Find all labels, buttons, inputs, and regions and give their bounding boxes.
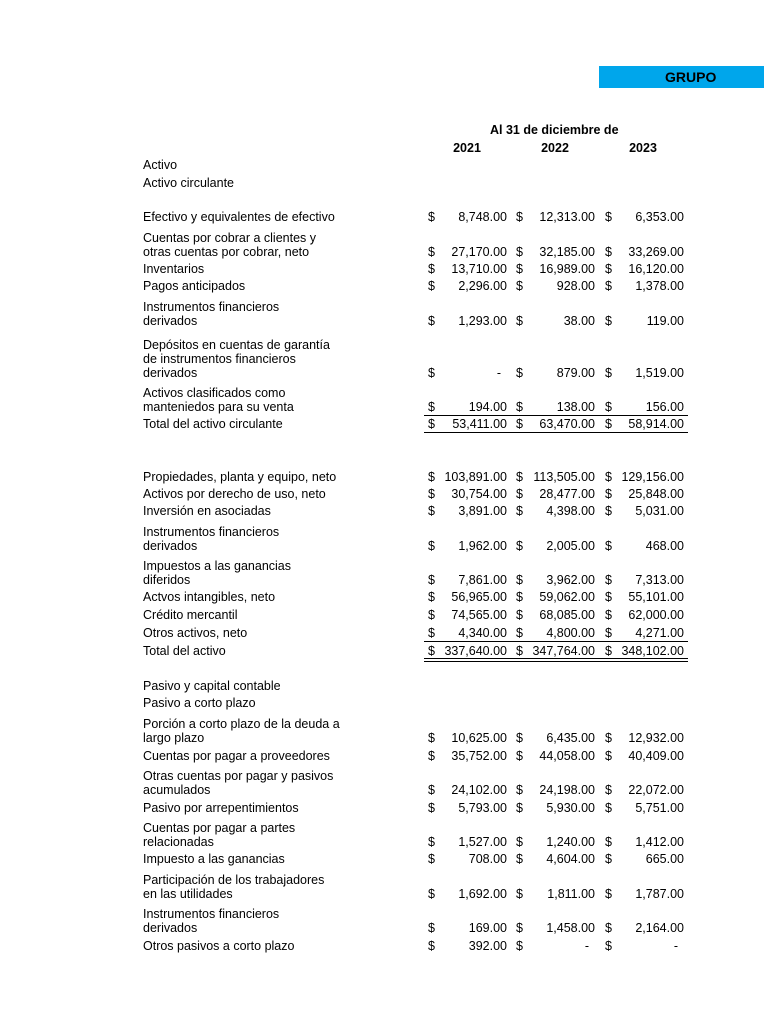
value-2023: 12,932.00 bbox=[628, 731, 684, 745]
value-2022: 113,505.00 bbox=[533, 470, 595, 484]
value-2023: - bbox=[673, 939, 678, 953]
value-2022: 879.00 bbox=[556, 366, 595, 380]
value-2022: 6,435.00 bbox=[546, 731, 595, 745]
value-2023: 5,751.00 bbox=[635, 801, 684, 815]
currency-sign: $ bbox=[428, 626, 435, 640]
currency-sign: $ bbox=[516, 487, 523, 501]
currency-sign: $ bbox=[605, 504, 612, 518]
row-label: Instrumentos financieros derivados bbox=[143, 907, 280, 935]
value-2023: 1,412.00 bbox=[635, 835, 684, 849]
value-2021: 1,527.00 bbox=[458, 835, 507, 849]
currency-sign: $ bbox=[516, 417, 523, 431]
value-2021: 24,102.00 bbox=[451, 783, 507, 797]
currency-sign: $ bbox=[428, 539, 435, 553]
currency-sign: $ bbox=[428, 921, 435, 935]
currency-sign: $ bbox=[516, 539, 523, 553]
currency-sign: $ bbox=[605, 245, 612, 259]
table-row bbox=[0, 801, 768, 815]
section-pasivo-corto: Pasivo a corto plazo bbox=[143, 696, 256, 710]
value-2021: 708.00 bbox=[468, 852, 507, 866]
value-2023: 348,102.00 bbox=[621, 644, 684, 658]
value-2021: 5,793.00 bbox=[458, 801, 507, 815]
table-row bbox=[0, 210, 768, 224]
row-label: Total del activo bbox=[143, 644, 226, 658]
value-2021: 4,340.00 bbox=[458, 626, 507, 640]
value-2021: 56,965.00 bbox=[451, 590, 507, 604]
value-2022: 4,604.00 bbox=[546, 852, 595, 866]
currency-sign: $ bbox=[516, 262, 523, 276]
value-2022: 4,800.00 bbox=[546, 626, 595, 640]
value-2021: 7,861.00 bbox=[458, 573, 507, 587]
currency-sign: $ bbox=[428, 262, 435, 276]
currency-sign: $ bbox=[605, 262, 612, 276]
value-2023: 468.00 bbox=[645, 539, 684, 553]
currency-sign: $ bbox=[516, 590, 523, 604]
table-row bbox=[0, 852, 768, 866]
row-label: Actvos intangibles, neto bbox=[143, 590, 276, 604]
currency-sign: $ bbox=[605, 417, 612, 431]
value-2022: 2,005.00 bbox=[546, 539, 595, 553]
total-circulante-rule bbox=[424, 432, 688, 433]
currency-sign: $ bbox=[428, 417, 435, 431]
year-2022: 2022 bbox=[541, 141, 569, 155]
year-2023: 2023 bbox=[629, 141, 657, 155]
table-row bbox=[0, 279, 768, 293]
currency-sign: $ bbox=[428, 835, 435, 849]
row-label: Cuentas por pagar a partes relacionadas bbox=[143, 821, 296, 849]
row-label: Otras cuentas por pagar y pasivos acumulados bbox=[143, 769, 334, 797]
row-label: Efectivo y equivalentes de efectivo bbox=[143, 210, 335, 224]
currency-sign: $ bbox=[428, 210, 435, 224]
value-2023: 58,914.00 bbox=[628, 417, 684, 431]
value-2021: 10,625.00 bbox=[451, 731, 507, 745]
value-2022: 59,062.00 bbox=[539, 590, 595, 604]
value-2023: 2,164.00 bbox=[635, 921, 684, 935]
currency-sign: $ bbox=[428, 731, 435, 745]
currency-sign: $ bbox=[516, 573, 523, 587]
table-row bbox=[0, 386, 768, 414]
row-label: Porción a corto plazo de la deuda a largo plazo bbox=[143, 717, 340, 745]
table-row bbox=[0, 644, 768, 658]
value-2022: 4,398.00 bbox=[546, 504, 595, 518]
table-row bbox=[0, 608, 768, 622]
currency-sign: $ bbox=[605, 783, 612, 797]
value-2021: 1,962.00 bbox=[458, 539, 507, 553]
value-2021: 8,748.00 bbox=[458, 210, 507, 224]
row-label: Pasivo por arrepentimientos bbox=[143, 801, 299, 815]
row-label: Instrumentos financieros derivados bbox=[143, 300, 280, 328]
value-2023: 5,031.00 bbox=[635, 504, 684, 518]
currency-sign: $ bbox=[605, 470, 612, 484]
currency-sign: $ bbox=[605, 539, 612, 553]
row-label: Cuentas por pagar a proveedores bbox=[143, 749, 330, 763]
currency-sign: $ bbox=[428, 644, 435, 658]
value-2021: 53,411.00 bbox=[452, 417, 507, 431]
currency-sign: $ bbox=[605, 400, 612, 414]
value-2021: 35,752.00 bbox=[451, 749, 507, 763]
value-2021: 1,692.00 bbox=[458, 887, 507, 901]
currency-sign: $ bbox=[428, 279, 435, 293]
table-row bbox=[0, 626, 768, 640]
value-2023: 4,271.00 bbox=[635, 626, 684, 640]
row-label: Total del activo circulante bbox=[143, 417, 283, 431]
table-row bbox=[0, 873, 768, 901]
currency-sign: $ bbox=[428, 801, 435, 815]
value-2023: 7,313.00 bbox=[635, 573, 684, 587]
currency-sign: $ bbox=[516, 783, 523, 797]
currency-sign: $ bbox=[516, 921, 523, 935]
value-2022: 347,764.00 bbox=[532, 644, 595, 658]
table-row bbox=[0, 504, 768, 518]
value-2021: 1,293.00 bbox=[458, 314, 507, 328]
currency-sign: $ bbox=[428, 366, 435, 380]
title-banner bbox=[599, 66, 764, 88]
value-2023: 6,353.00 bbox=[635, 210, 684, 224]
row-label: Otros activos, neto bbox=[143, 626, 248, 640]
currency-sign: $ bbox=[428, 590, 435, 604]
currency-sign: $ bbox=[516, 644, 523, 658]
currency-sign: $ bbox=[428, 487, 435, 501]
row-label: Cuentas por cobrar a clientes y otras cuentas por cobrar, neto bbox=[143, 231, 317, 259]
currency-sign: $ bbox=[516, 731, 523, 745]
row-label: Pagos anticipados bbox=[143, 279, 246, 293]
value-2023: 129,156.00 bbox=[621, 470, 684, 484]
table-row bbox=[0, 907, 768, 935]
currency-sign: $ bbox=[516, 887, 523, 901]
currency-sign: $ bbox=[516, 852, 523, 866]
table-row bbox=[0, 487, 768, 501]
currency-sign: $ bbox=[605, 852, 612, 866]
currency-sign: $ bbox=[605, 921, 612, 935]
table-row bbox=[0, 769, 768, 797]
banner-title: GRUPO bbox=[665, 69, 717, 85]
currency-sign: $ bbox=[605, 366, 612, 380]
value-2022: 1,811.00 bbox=[547, 887, 595, 901]
row-label: Crédito mercantil bbox=[143, 608, 238, 622]
section-activo-circulante: Activo circulante bbox=[143, 176, 235, 190]
row-label: Instrumentos financieros derivados bbox=[143, 525, 280, 553]
currency-sign: $ bbox=[516, 314, 523, 328]
currency-sign: $ bbox=[605, 590, 612, 604]
currency-sign: $ bbox=[428, 608, 435, 622]
value-2022: 24,198.00 bbox=[539, 783, 595, 797]
table-row bbox=[0, 300, 768, 328]
table-row bbox=[0, 231, 768, 259]
row-label: Inventarios bbox=[143, 262, 205, 276]
value-2022: 63,470.00 bbox=[539, 417, 595, 431]
value-2022: 68,085.00 bbox=[539, 608, 595, 622]
value-2021: 392.00 bbox=[468, 939, 507, 953]
value-2021: 3,891.00 bbox=[458, 504, 507, 518]
currency-sign: $ bbox=[428, 887, 435, 901]
row-label: Participación de los trabajadores en las utilidades bbox=[143, 873, 325, 901]
table-row bbox=[0, 749, 768, 763]
total-double-rule bbox=[424, 658, 688, 662]
currency-sign: $ bbox=[516, 835, 523, 849]
value-2023: 22,072.00 bbox=[628, 783, 684, 797]
value-2023: 16,120.00 bbox=[628, 262, 684, 276]
currency-sign: $ bbox=[605, 608, 612, 622]
value-2022: 1,240.00 bbox=[546, 835, 595, 849]
currency-sign: $ bbox=[428, 573, 435, 587]
row-label: Inversión en asociadas bbox=[143, 504, 271, 518]
currency-sign: $ bbox=[516, 801, 523, 815]
value-2022: 12,313.00 bbox=[539, 210, 595, 224]
currency-sign: $ bbox=[605, 487, 612, 501]
subtotal-rule bbox=[424, 641, 688, 642]
value-2021: 337,640.00 bbox=[444, 644, 507, 658]
currency-sign: $ bbox=[605, 801, 612, 815]
value-2021: 27,170.00 bbox=[451, 245, 507, 259]
table-row bbox=[0, 939, 768, 953]
currency-sign: $ bbox=[605, 835, 612, 849]
year-2021: 2021 bbox=[453, 141, 481, 155]
value-2023: 665.00 bbox=[645, 852, 684, 866]
value-2021: 13,710.00 bbox=[451, 262, 507, 276]
table-row bbox=[0, 559, 768, 587]
section-activo: Activo bbox=[143, 158, 178, 172]
currency-sign: $ bbox=[605, 644, 612, 658]
currency-sign: $ bbox=[428, 314, 435, 328]
currency-sign: $ bbox=[516, 210, 523, 224]
value-2022: 3,962.00 bbox=[546, 573, 595, 587]
table-row bbox=[0, 470, 768, 484]
value-2022: 32,185.00 bbox=[539, 245, 595, 259]
currency-sign: $ bbox=[428, 504, 435, 518]
table-row bbox=[0, 338, 768, 380]
currency-sign: $ bbox=[605, 749, 612, 763]
subtotal-rule bbox=[424, 415, 688, 416]
period-header: Al 31 de diciembre de bbox=[490, 123, 619, 137]
value-2021: - bbox=[496, 366, 501, 380]
currency-sign: $ bbox=[605, 626, 612, 640]
value-2022: 44,058.00 bbox=[539, 749, 595, 763]
value-2023: 55,101.00 bbox=[628, 590, 684, 604]
table-row bbox=[0, 717, 768, 745]
row-label: Otros pasivos a corto plazo bbox=[143, 939, 295, 953]
currency-sign: $ bbox=[516, 939, 523, 953]
value-2022: 16,989.00 bbox=[539, 262, 595, 276]
currency-sign: $ bbox=[605, 887, 612, 901]
row-label: Depósitos en cuentas de garantía de instrumentos financieros derivados bbox=[143, 338, 330, 380]
value-2023: 119.00 bbox=[646, 314, 684, 328]
value-2022: 28,477.00 bbox=[539, 487, 595, 501]
value-2023: 25,848.00 bbox=[628, 487, 684, 501]
row-label: Propiedades, planta y equipo, neto bbox=[143, 470, 337, 484]
value-2021: 74,565.00 bbox=[451, 608, 507, 622]
currency-sign: $ bbox=[605, 731, 612, 745]
value-2023: 62,000.00 bbox=[628, 608, 684, 622]
currency-sign: $ bbox=[428, 470, 435, 484]
value-2023: 156.00 bbox=[645, 400, 684, 414]
value-2021: 194.00 bbox=[468, 400, 507, 414]
value-2022: 138.00 bbox=[556, 400, 595, 414]
value-2022: 38.00 bbox=[563, 314, 595, 328]
row-label: Activos clasificados como manteniedos para su venta bbox=[143, 386, 294, 414]
currency-sign: $ bbox=[605, 210, 612, 224]
row-label: Impuestos a las ganancias diferidos bbox=[143, 559, 292, 587]
value-2022: - bbox=[584, 939, 589, 953]
currency-sign: $ bbox=[428, 400, 435, 414]
value-2023: 1,378.00 bbox=[635, 279, 684, 293]
currency-sign: $ bbox=[516, 504, 523, 518]
row-label: Impuesto a las ganancias bbox=[143, 852, 285, 866]
table-row bbox=[0, 262, 768, 276]
value-2021: 169.00 bbox=[468, 921, 507, 935]
value-2023: 1,519.00 bbox=[635, 366, 684, 380]
value-2023: 33,269.00 bbox=[628, 245, 684, 259]
currency-sign: $ bbox=[516, 626, 523, 640]
value-2021: 103,891.00 bbox=[444, 470, 507, 484]
section-pasivo-capital: Pasivo y capital contable bbox=[143, 679, 281, 693]
currency-sign: $ bbox=[516, 245, 523, 259]
value-2023: 1,787.00 bbox=[635, 887, 684, 901]
value-2023: 40,409.00 bbox=[628, 749, 684, 763]
currency-sign: $ bbox=[516, 749, 523, 763]
value-2022: 5,930.00 bbox=[546, 801, 595, 815]
currency-sign: $ bbox=[516, 366, 523, 380]
currency-sign: $ bbox=[428, 245, 435, 259]
currency-sign: $ bbox=[516, 608, 523, 622]
currency-sign: $ bbox=[516, 470, 523, 484]
currency-sign: $ bbox=[516, 400, 523, 414]
value-2021: 2,296.00 bbox=[458, 279, 507, 293]
currency-sign: $ bbox=[605, 279, 612, 293]
currency-sign: $ bbox=[428, 783, 435, 797]
table-row bbox=[0, 525, 768, 553]
currency-sign: $ bbox=[428, 939, 435, 953]
table-row bbox=[0, 417, 768, 431]
value-2021: 30,754.00 bbox=[451, 487, 507, 501]
currency-sign: $ bbox=[605, 573, 612, 587]
value-2022: 928.00 bbox=[556, 279, 595, 293]
table-row bbox=[0, 821, 768, 849]
table-row bbox=[0, 590, 768, 604]
currency-sign: $ bbox=[428, 852, 435, 866]
currency-sign: $ bbox=[605, 314, 612, 328]
currency-sign: $ bbox=[428, 749, 435, 763]
value-2022: 1,458.00 bbox=[546, 921, 595, 935]
currency-sign: $ bbox=[605, 939, 612, 953]
row-label: Activos por derecho de uso, neto bbox=[143, 487, 326, 501]
currency-sign: $ bbox=[516, 279, 523, 293]
